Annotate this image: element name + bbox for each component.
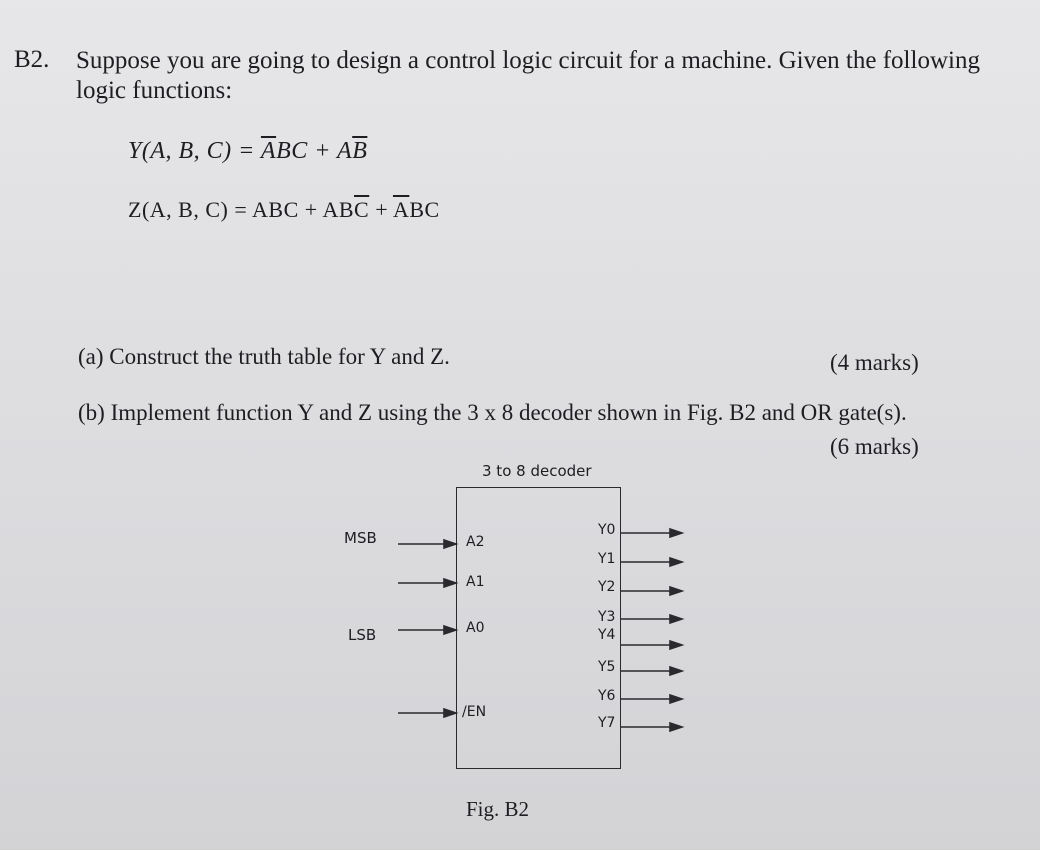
output-y3-arrow xyxy=(621,615,682,623)
output-y4-label: Y4 xyxy=(598,627,616,643)
equation-y-term2-complement: $\overline{B}$ xyxy=(352,138,368,164)
equation-y-term1-complement: $\overline{A}$ xyxy=(260,138,277,164)
output-y5-label: Y5 xyxy=(598,659,616,675)
input-en-label: /EN xyxy=(462,704,487,720)
equation-y-lhs: Y(A, B, C) = xyxy=(128,138,261,164)
input-a1-label: A1 xyxy=(466,574,485,590)
part-b-text: (b) Implement function Y and Z using the 3 x 8 decoder shown in Fig. B2 and OR gate(s). xyxy=(78,400,907,425)
output-y5-arrow xyxy=(621,667,682,675)
output-y6-label: Y6 xyxy=(598,688,616,704)
figure-caption: Fig. B2 xyxy=(466,797,530,821)
equation-z-term3: BC xyxy=(409,197,440,222)
input-a0-label: A0 xyxy=(466,620,485,636)
equation-z-plus2: + xyxy=(369,197,393,222)
input-a0-arrow xyxy=(398,626,456,634)
equation-y-plus: + xyxy=(307,138,338,164)
output-y2-label: Y2 xyxy=(598,579,616,595)
question-stem: Suppose you are going to design a control logic circuit for a machine. Given the following logic functions: xyxy=(76,47,980,104)
equation-y-term1: BC xyxy=(276,138,308,164)
equation-z-term1: ABC xyxy=(252,197,299,222)
output-y4-arrow xyxy=(621,641,682,649)
input-a2-arrow xyxy=(398,540,456,548)
msb-label: MSB xyxy=(344,529,377,547)
output-y2-arrow xyxy=(621,587,682,595)
output-y1-label: Y1 xyxy=(598,551,616,567)
equation-y-term2: A xyxy=(337,138,353,164)
part-b-marks: (6 marks) xyxy=(830,434,919,459)
input-a1-arrow xyxy=(398,579,456,587)
output-y1-arrow xyxy=(621,558,682,566)
output-y6-arrow xyxy=(621,695,682,703)
output-y7-label: Y7 xyxy=(598,715,616,731)
output-y3-label: Y3 xyxy=(598,609,616,625)
output-y7-arrow xyxy=(621,723,682,731)
equation-z-term2: AB xyxy=(322,197,355,222)
equation-z-term2-complement: $\overline{C}$ xyxy=(354,197,370,222)
equation-z-lhs: Z(A, B, C) = xyxy=(128,197,253,222)
output-y0-label: Y0 xyxy=(598,522,616,538)
part-a-text: (a) Construct the truth table for Y and Z. xyxy=(78,344,450,369)
part-a-marks: (4 marks) xyxy=(830,350,919,375)
question-number: B2. xyxy=(14,46,50,73)
input-en-arrow xyxy=(398,709,456,717)
decoder-title: 3 to 8 decoder xyxy=(482,462,592,480)
lsb-label: LSB xyxy=(348,626,377,644)
input-a2-label: A2 xyxy=(466,534,485,550)
equation-z-term3-complement: $\overline{A}$ xyxy=(392,197,410,222)
equation-z-plus1: + xyxy=(298,197,323,222)
output-y0-arrow xyxy=(621,529,682,537)
